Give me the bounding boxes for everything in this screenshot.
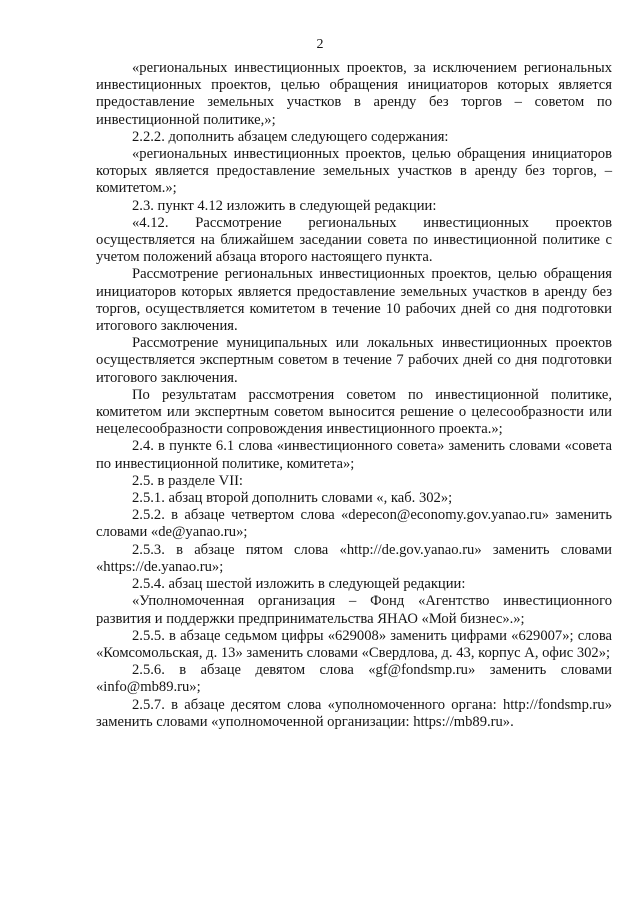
paragraph: «4.12. Рассмотрение региональных инвестиционных проектов осуществляется на ближайшем заседании совета по инвестиционной политике с учетом положений абзаца второго настоящего пункта. [96,214,612,266]
paragraph: 2.5.1. абзац второй дополнить словами «, каб. 302»; [132,490,453,507]
paragraph: 2.5.5. в абзаце седьмом цифры «629008» заменить цифрами «629007»; слова «Комсомольская, д. 13» заменить словами «Свердлова, д. 43, корпус А, офис 302»; [96,627,612,661]
document-body [96,60,612,731]
paragraph: «региональных инвестиционных проектов, целью обращения инициаторов которых является предоставление земельных участков в аренду без торгов, – комитетом.»; [96,146,612,197]
paragraph: 2.5.2. в абзаце четвертом слова «depecon@economy.gov.yanao.ru» заменить словами «de@yanao.ru»; [96,507,612,541]
paragraph: «Уполномоченная организация – Фонд «Агентство инвестиционного развития и поддержки предпринимательства ЯНАО «Мой бизнес».»; [96,593,612,627]
paragraph: 2.2.2. дополнить абзацем следующего содержания: [132,128,449,145]
paragraph: 2.5.4. абзац шестой изложить в следующей редакции: [132,576,466,593]
paragraph: Рассмотрение муниципальных или локальных инвестиционных проектов осуществляется экспертным советом в течение 7 рабочих дней со дня подготовки итогового заключения. [96,335,612,386]
paragraph: 2.5.3. в абзаце пятом слова «http://de.gov.yanao.ru» заменить словами «https://de.yanao.ru»; [96,541,612,575]
paragraph: Рассмотрение региональных инвестиционных проектов, целью обращения инициаторов которых является предоставление земельных участков в аренду без торгов, осуществляется комитетом в течение 10 рабочих дней со дня подготовки итогового заключения. [96,266,612,335]
paragraph: 2.5. в разделе VII: [132,472,243,489]
paragraph: 2.5.6. в абзаце девятом слова «gf@fondsmp.ru» заменить словами «info@mb89.ru»; [96,662,612,696]
paragraph: 2.4. в пункте 6.1 слова «инвестиционного совета» заменить словами «совета по инвестиционной политике, комитета»; [96,438,612,472]
paragraph: По результатам рассмотрения советом по инвестиционной политике, комитетом или экспертным советом выносится решение о целесообразности или нецелесообразности сопровождения инвестиционного проекта.»; [96,386,612,438]
paragraph: «региональных инвестиционных проектов, за исключением региональных инвестиционных проектов, целью обращения инициаторов которых является предоставление земельных участков в аренду без торгов – советом по инвестиционной политике,»; [96,60,612,128]
page-number: 2 [316,37,324,52]
paragraph: 2.5.7. в абзаце десятом слова «уполномоченного органа: http://fondsmp.ru» заменить словами «уполномоченной организации: https://mb89.ru». [96,696,612,730]
paragraph: 2.3. пункт 4.12 изложить в следующей редакции: [132,197,437,214]
